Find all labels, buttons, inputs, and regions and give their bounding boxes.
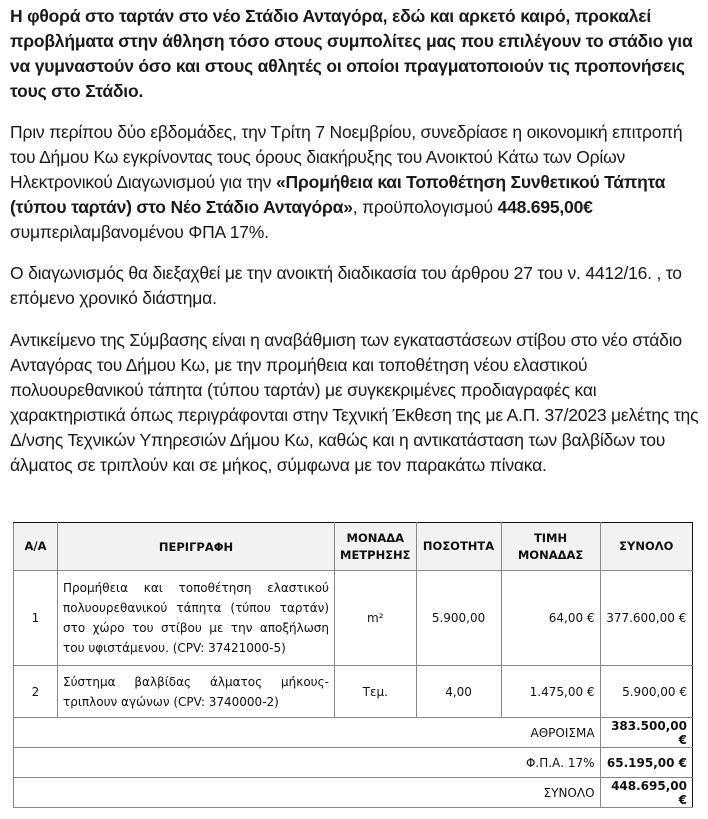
header-unit-line2: ΜΕΤΡΗΣΗΣ [340, 547, 411, 562]
grand-total-value: 448.695,00 € [600, 778, 692, 808]
committee-text-3: συμπεριλαμβανομένου ΦΠΑ 17%. [10, 222, 269, 242]
header-price-line2: ΜΟΝΑΔΑΣ [517, 547, 584, 562]
row-unit: m² [335, 571, 417, 666]
article-paragraph-contract: Αντικείμενο της Σύμβασης είναι η αναβάθμιση των εγκαταστάσεων στίβου στο νέο στάδιο Ανταγόρας του Δήμου Κω, με την προμήθεια και τοποθέτηση νέου ελαστικού πολυουρεθανικού τάπητα (τύπου ταρτάν) με συγκεκριμένες προδιαγραφές και χαρακτηριστικά όπως περιγράφονται στην Τεχνική Έκθεση της με Α.Π. 37/2023 μελέτης της Δ/νσης Τεχνικών Υπηρεσιών Δήμου Κω, καθώς και η αντικατάσταση των βαλβίδων του άλματος σε τριπλούν και σε μήκος, σύμφωνα με τον παρακάτω πίνακα. [10, 330, 699, 475]
committee-text-2: , προϋπολογισμού [352, 197, 498, 217]
table-row [14, 666, 693, 718]
vat-row [14, 748, 693, 778]
header-quantity: ΠΟΣΟΤΗΤΑ [416, 523, 501, 571]
sum-row [14, 718, 693, 748]
header-unit-price [501, 523, 600, 571]
row-total: 377.600,00 € [600, 571, 692, 666]
row-total: 5.900,00 € [600, 666, 692, 718]
grand-total-label: ΣΥΝΟΛΟ [14, 778, 601, 808]
budget-amount: 448.695,00€ [497, 197, 593, 217]
vat-label: Φ.Π.Α. 17% [14, 748, 601, 778]
row-aa: 1 [14, 571, 58, 666]
article-intro: Η φθορά στο ταρτάν στο νέο Στάδιο Ανταγόρα, εδώ και αρκετό καιρό, προκαλεί προβλήματα στην άθληση τόσο στους συμπολίτες μας που επιλέγουν το στάδιο για να γυμναστούν όσο και στους αθλητές οι οποίοι πραγματοποιούν τις προπονήσεις τους στο Στάδιο. [10, 6, 693, 101]
grand-total-row [14, 778, 693, 808]
row-unit: Τεμ. [335, 666, 417, 718]
header-description: ΠΕΡΙΓΡΑΦΗ [58, 523, 335, 571]
row-description: Σύστημα βαλβίδας άλματος μήκους-τριπλουν αγώνων (CPV: 3740000-2) [58, 666, 335, 718]
row-unit-price: 1.475,00 € [501, 666, 600, 718]
header-aa: Α/Α [14, 523, 58, 571]
row-quantity: 5.900,00 [416, 571, 501, 666]
header-unit-line1: ΜΟΝΑΔΑ [346, 530, 405, 545]
article-paragraph-committee [10, 120, 700, 245]
row-quantity: 4,00 [416, 666, 501, 718]
sum-value: 383.500,00 € [600, 718, 692, 748]
article-paragraph-procedure: Ο διαγωνισμός θα διεξαχθεί με την ανοικτή διαδικασία του άρθρου 27 του ν. 4412/16. , το επόμενο χρονικό διάστημα. [10, 263, 682, 308]
header-price-line1: ΤΙΜΗ [533, 530, 568, 545]
committee-text-1: Πριν περίπου δύο εβδομάδες, την Τρίτη 7 Νοεμβρίου, συνεδρίασε η οικονομική επιτροπή του Δήμου Κω εγκρίνοντας τους όρους διακήρυξης του Ανοικτού Κάτω των Ορίων Ηλεκτρονικού Διαγωνισμού για την [10, 122, 683, 192]
header-total: ΣΥΝΟΛΟ [600, 523, 692, 571]
table-header-row [14, 523, 693, 571]
row-aa: 2 [14, 666, 58, 718]
tender-title: «Προμήθεια και Τοποθέτηση Συνθετικού Τάπητα (τύπου ταρτάν) στο Νέο Στάδιο Ανταγόρα» [10, 172, 666, 217]
row-unit-price: 64,00 € [501, 571, 600, 666]
budget-table [13, 522, 693, 808]
table-row [14, 571, 693, 666]
sum-label: ΑΘΡΟΙΣΜΑ [14, 718, 601, 748]
vat-value: 65.195,00 € [600, 748, 692, 778]
header-unit [335, 523, 417, 571]
row-description: Προμήθεια και τοποθέτηση ελαστικού πολυουρεθανικού τάπητα (τύπου ταρτάν) στο χώρο του στίβου με την αποξήλωση του υφιστάμενου. (CPV: 37421000-5) [58, 571, 335, 666]
